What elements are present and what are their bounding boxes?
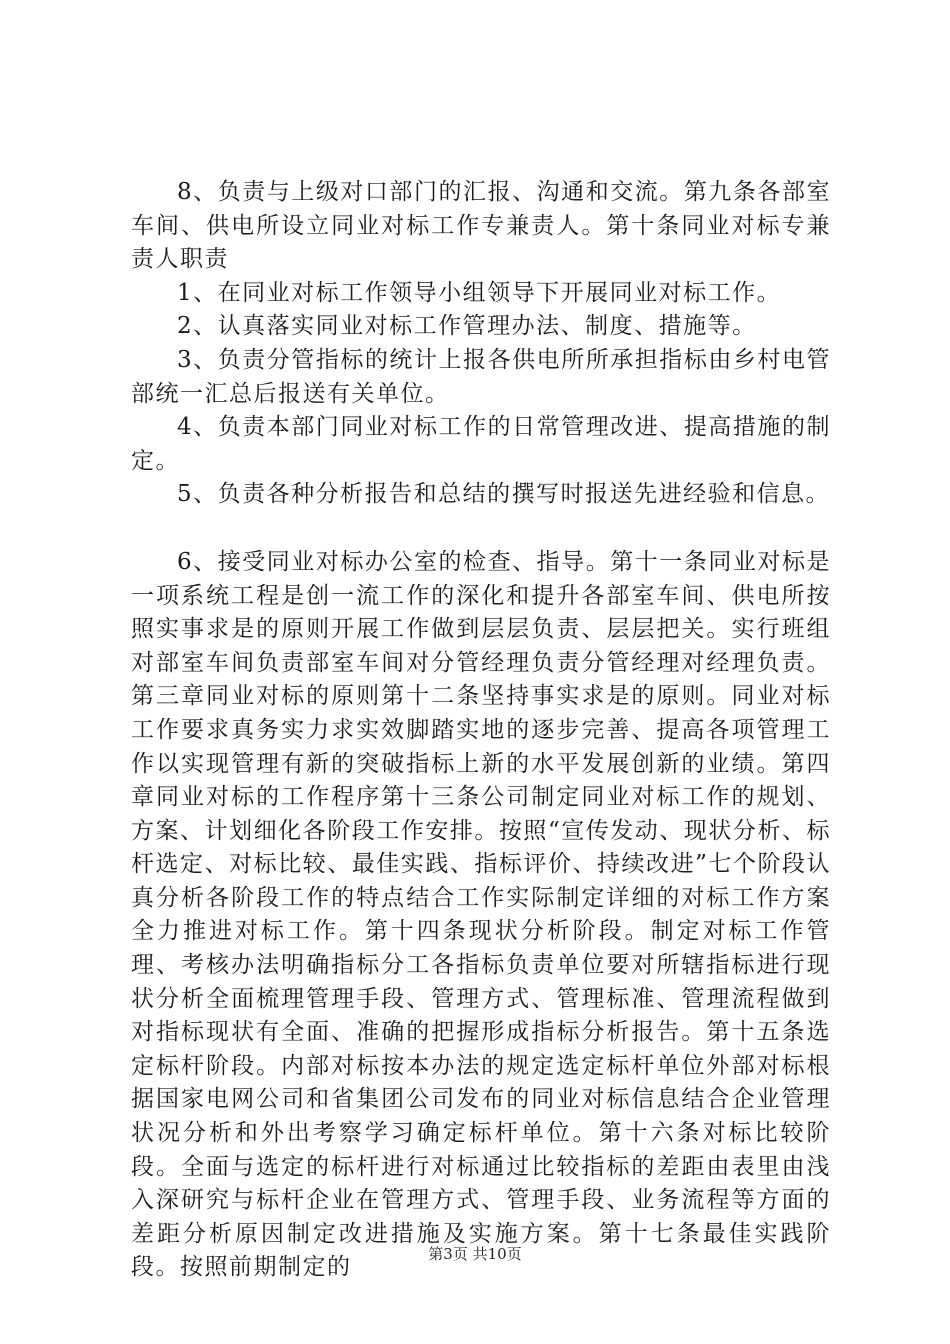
paragraph-gap: [131, 512, 831, 546]
document-body: [131, 176, 831, 1285]
paragraph-1: 1、在同业对标工作领导小组领导下开展同业对标工作。: [177, 279, 782, 306]
paragraph-5: 5、负责各种分析报告和总结的撰写时报送先进经验和信息。: [177, 481, 831, 508]
paragraph-2: 2、认真落实同业对标工作管理办法、制度、措施等。: [177, 313, 757, 340]
page-footer: 第3页 共10页: [428, 1245, 522, 1263]
paragraph-8: 8、负责与上级对口部门的汇报、沟通和交流。第九条各部室车间、供电所设立同业对标工作专兼责人。第十条同业对标专兼责人职责: [131, 179, 831, 273]
paragraph-4: 4、负责本部门同业对标工作的日常管理改进、提高措施的制定。: [131, 414, 831, 474]
paragraph-3: 3、负责分管指标的统计上报各供电所所承担指标由乡村电管部统一汇总后报送有关单位。: [131, 346, 831, 407]
paragraph-6: 6、接受同业对标办公室的检查、指导。第十一条同业对标是一项系统工程是创一流工作的深化和提升各部室车间、供电所按照实事求是的原则开展工作做到层层负责、层层把关。实行班组对部室车间负责部室车间对分管经理负责分管经理对经理负责。第三章同业对标的原则第十二条坚持事实求是的原则。同业对标工作要求真务实力求实效脚踏实地的逐步完善、提高各项管理工作以实现管理有新的突破指标上新的水平发展创新的业绩。第四章同业对标的工作程序第十三条公司制定同业对标工作的规划、方案、计划细化各阶段工作安排。按照“宣传发动、现状分析、标杆选定、对标比较、最佳实践、指标评价、持续改进”七个阶段认真分析各阶段工作的特点结合工作实际制定详细的对标工作方案全力推进对标工作。第十四条现状分析阶段。制定对标工作管理、考核办法明确指标分工各指标负责单位要对所辖指标进行现状分析全面梳理管理手段、管理方式、管理标准、管理流程做到对指标现状有全面、准确的把握形成指标分析报告。第十五条选定标杆阶段。内部对标按本办法的规定选定标杆单位外部对标根据国家电网公司和省集团公司发布的同业对标信息结合企业管理状况分析和外出考察学习确定标杆单位。第十六条对标比较阶段。全面与选定的标杆进行对标通过比较指标的差距由表里由浅入深研究与标杆企业在管理方式、管理手段、业务流程等方面的差距分析原因制定改进措施及实施方案。第十七条最佳实践阶段。按照前期制定的: [131, 548, 831, 1281]
